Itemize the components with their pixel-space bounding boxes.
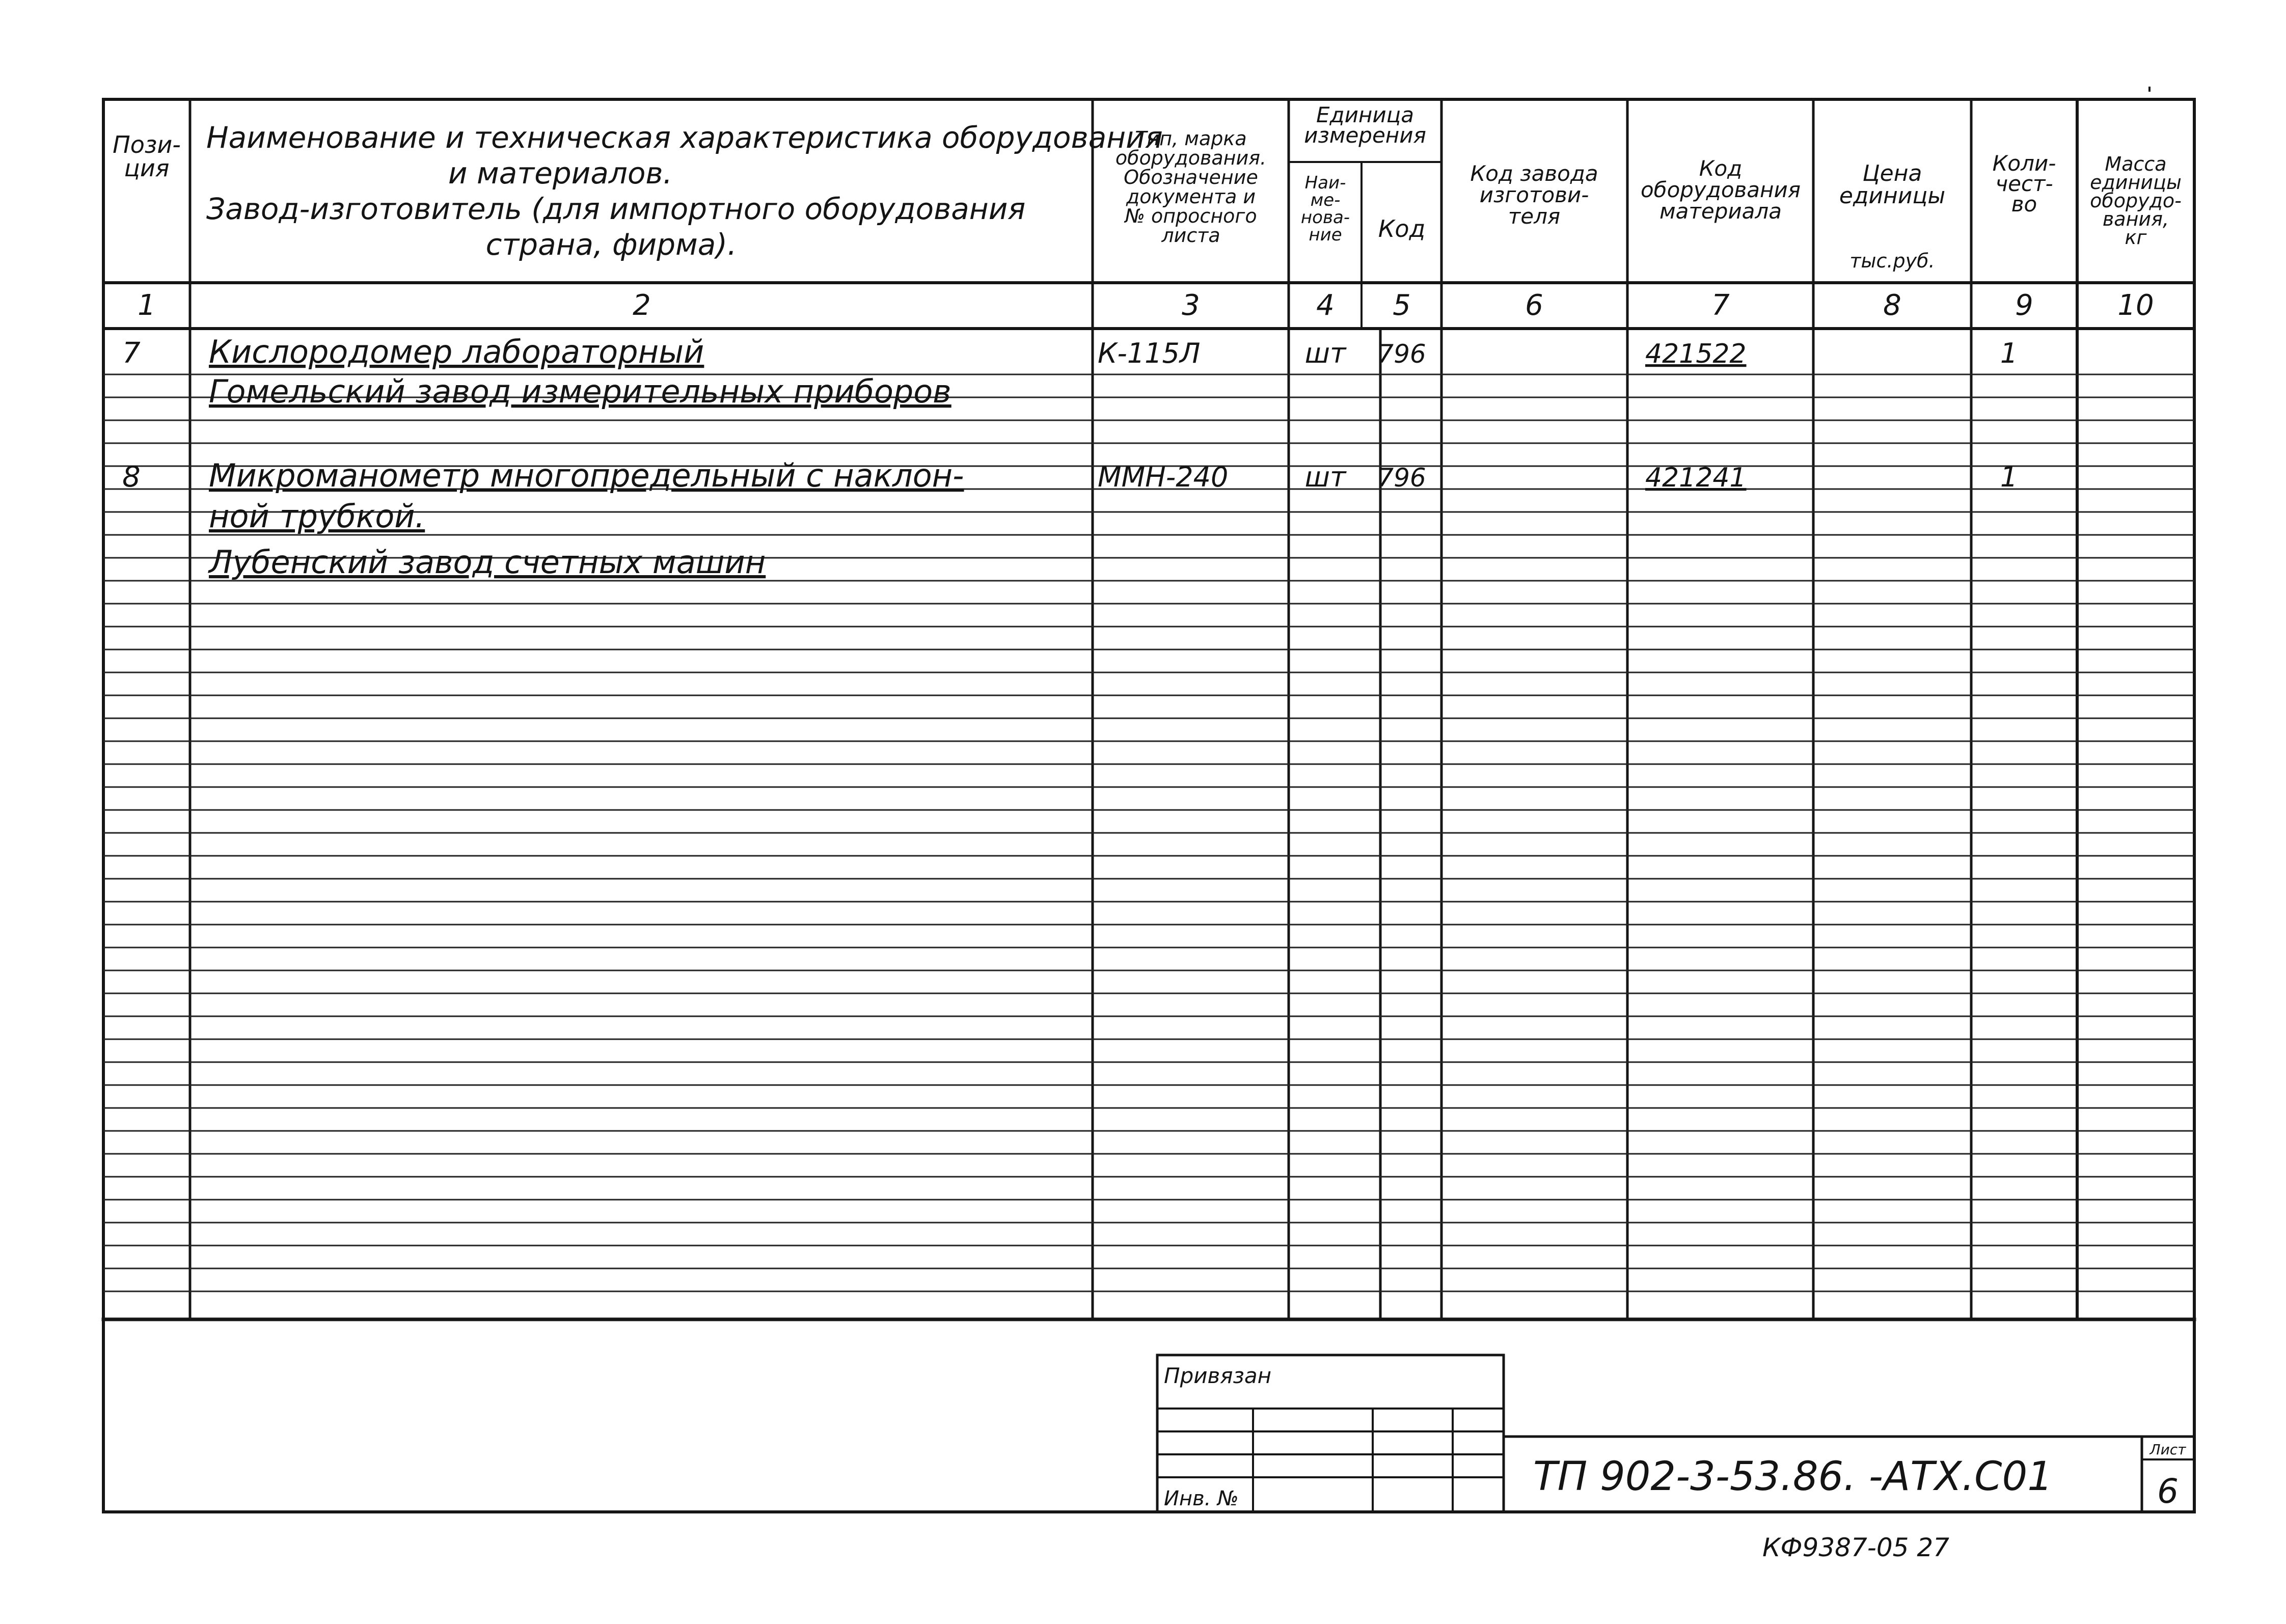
row-name: Гомельский завод измерительных приборов <box>209 373 951 410</box>
row-position: 7 <box>122 337 141 370</box>
doc-number: ТП 902-3-53.86. -АТХ.С01 <box>1533 1454 2053 1500</box>
row-type: ММН-240 <box>1098 461 1229 493</box>
col8-unit: тыс.руб. <box>1849 250 1935 272</box>
column-number: 7 <box>1711 289 1730 322</box>
column-number: 2 <box>633 289 651 322</box>
column-number: 8 <box>1883 289 1901 322</box>
row-unit-code: 796 <box>1377 463 1426 493</box>
row-name: Кислородомер лабораторный <box>209 333 704 370</box>
row-name: ной трубкой. <box>209 498 425 535</box>
sheet-label: Лист <box>2149 1441 2186 1458</box>
print-code: КФ9387-05 27 <box>1762 1533 1949 1562</box>
row-unit: шт <box>1304 461 1346 493</box>
col2-header-line3: Завод-изготовитель (для импортного оборудования <box>206 192 1026 226</box>
col4-header: Наи-ме-нова-ние <box>1300 173 1350 245</box>
row-position: 8 <box>122 461 141 494</box>
col7-header: Код оборудования материала <box>1640 156 1801 224</box>
col9-header: Коли-чест-во <box>1992 151 2056 216</box>
col1-header: Пози-ция <box>113 131 181 182</box>
row-type: К-115Л <box>1098 337 1201 369</box>
col5-header: Код <box>1378 215 1426 242</box>
column-number: 1 <box>138 289 156 322</box>
col2-header-line1: Наименование и техническая характеристика оборудования <box>206 120 1163 155</box>
col10-header: Масса единицы оборудо-вания, кг <box>2090 153 2182 249</box>
col6-header: Код завода изготови-теля <box>1470 161 1598 229</box>
row-equipment-code: 421241 <box>1645 463 1747 493</box>
column-number: 5 <box>1393 289 1411 322</box>
outer-frame <box>103 99 2194 1512</box>
col8-header: Цена единицы <box>1839 160 1946 209</box>
sheet-number: 6 <box>2157 1472 2179 1511</box>
column-number: 3 <box>1182 289 1200 322</box>
column-number: 6 <box>1525 289 1543 322</box>
row-name: Микроманометр многопредельный с наклон- <box>209 457 964 494</box>
col45-header: Единица измерения <box>1304 102 1426 148</box>
row-unit: шт <box>1304 337 1346 369</box>
column-number: 9 <box>2015 289 2033 322</box>
col2-header-line2: и материалов. <box>448 156 673 191</box>
row-quantity: 1 <box>2000 461 2018 493</box>
column-number: 4 <box>1316 289 1335 322</box>
row-equipment-code: 421522 <box>1645 339 1747 369</box>
row-name: Лубенский завод счетных машин <box>209 544 766 581</box>
stamp-bound-label: Привязан <box>1164 1363 1272 1388</box>
row-unit-code: 796 <box>1377 339 1426 369</box>
column-number: 10 <box>2117 289 2154 322</box>
col3-header: Тип, марка оборудования. Обозначение документа и № опросного листа <box>1115 127 1267 247</box>
col2-header-line4: страна, фирма). <box>485 227 737 262</box>
row-quantity: 1 <box>2000 337 2018 369</box>
stamp-inv-label: Инв. № <box>1164 1487 1239 1510</box>
